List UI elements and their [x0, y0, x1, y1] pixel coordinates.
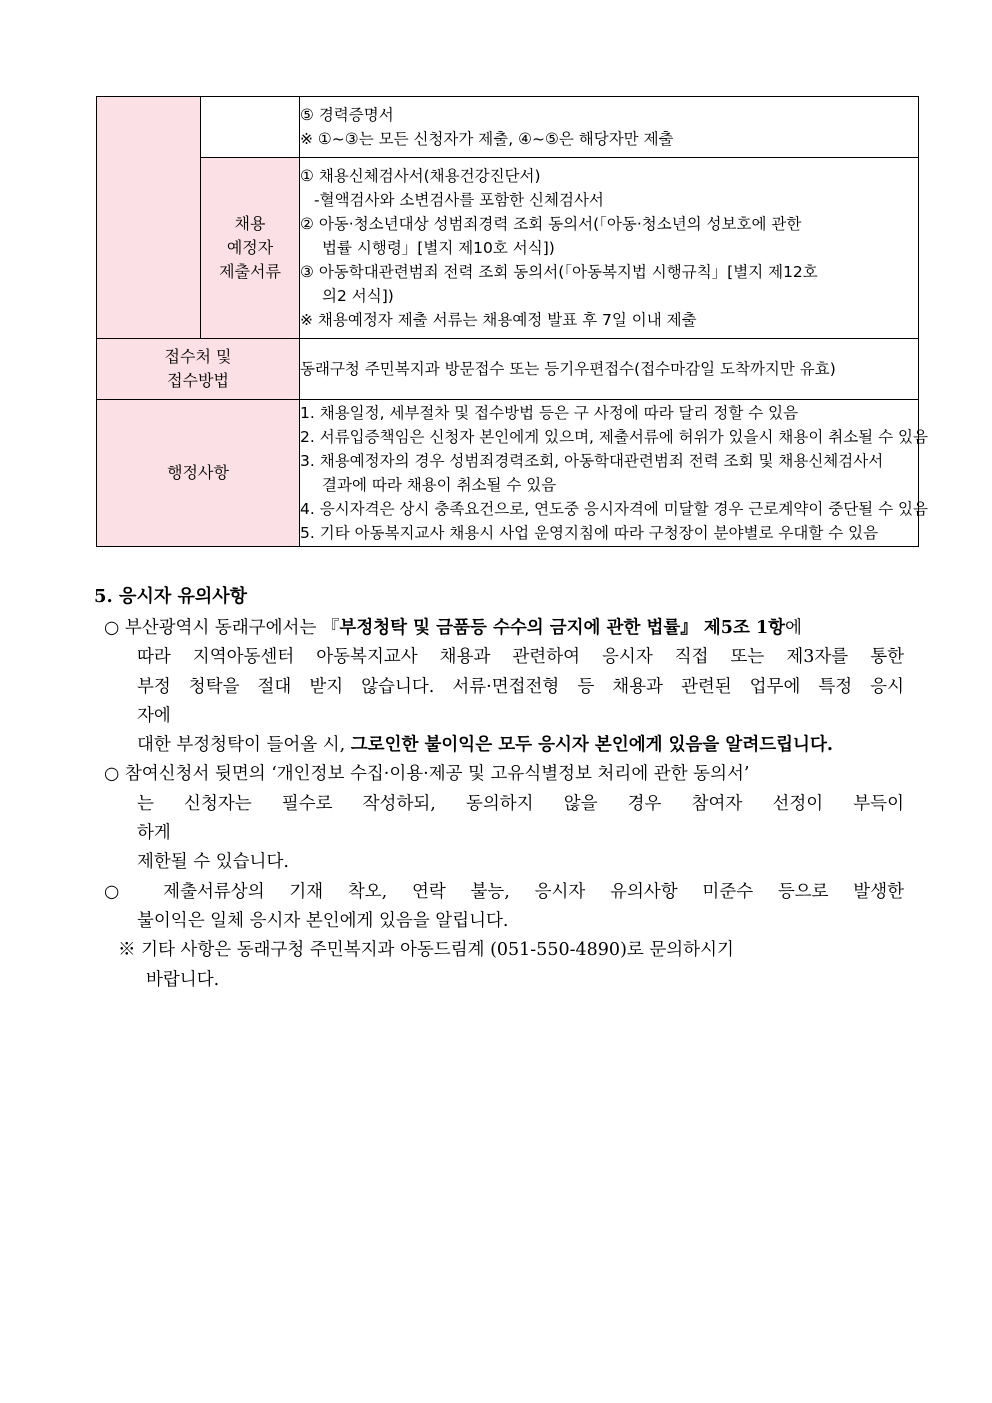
table-row: [97, 339, 919, 400]
content-line: ※ ①~③는 모든 신청자가 제출, ④~⑤은 해당자만 제출: [300, 130, 674, 148]
notice-line: ※ 기타 사항은 동래구청 주민복지과 아동드림계 (051-550-4890)로 문의하시기: [118, 940, 734, 961]
content-line: ① 채용신체검사서(채용건강진단서): [300, 167, 541, 185]
notice-line: 바랍니다.: [146, 969, 220, 990]
text-run: 에: [785, 618, 802, 638]
label-line: 채용: [234, 214, 266, 233]
label-line: 예정자: [226, 238, 274, 257]
content-line: 결과에 따라 채용이 취소될 수 있음: [322, 476, 557, 494]
content-line: ※ 채용예정자 제출 서류는 채용예정 발표 후 7일 이내 제출: [300, 311, 697, 329]
sub-label-cell-empty: [201, 97, 300, 158]
text-run: 대한 부정청탁이 들어올 시,: [137, 735, 351, 756]
content-line: 의2 서식]): [322, 287, 394, 305]
content-line: 4. 응시자격은 상시 충족요건으로, 연도중 응시자격에 미달할 경우 근로계약이 중단될 수 있음: [300, 500, 928, 518]
notice-line: [104, 614, 904, 643]
notice-line: 제한될 수 있습니다.: [137, 852, 289, 873]
table-row: [97, 158, 919, 339]
notice-line: ○ 제출서류상의 기재 착오, 연락 불능, 응시자 유의사항 미준수 등으로 발생한: [104, 881, 904, 902]
table-row: [97, 97, 919, 158]
label-line: 접수방법: [167, 371, 229, 390]
content-line: ③ 아동학대관련범죄 전력 조회 동의서(「아동복지법 시행규칙」[별지 제12호: [300, 263, 818, 281]
law-article: 』 제5조 1항: [680, 618, 786, 638]
content-line: 3. 채용예정자의 경우 성범죄경력조회, 아동학대관련범죄 전력 조회 및 채용신체검사서: [300, 452, 884, 470]
content-line: 5. 기타 아동복지교사 채용시 사업 운영지침에 따라 구청장이 분야별로 우대할 수 있음: [300, 524, 879, 542]
label-line: 제출서류: [219, 262, 281, 281]
content-line: -혈액검사와 소변검사를 포함한 신체검사서: [314, 191, 604, 209]
notice-line: 는 신청자는 필수로 작성하되, 동의하지 않을 경우 참여자 선정이 부득이: [137, 793, 904, 814]
law-title: 부정청탁 및 금품등 수수의 금지에 관한 법률: [339, 618, 681, 638]
section-heading: 5. 응시자 유의사항: [94, 586, 248, 607]
notice-line: ○ 참여신청서 뒷면의 ‘개인정보 수집·이용·제공 및 고유식별정보 처리에 관한 동의서’: [104, 764, 750, 785]
emphasis-text: 그로인한 불이익은 모두 응시자 본인에게 있음을 알려드립니다.: [350, 735, 833, 756]
content-line: ② 아동·청소년대상 성범죄경력 조회 동의서(「아동·청소년의 성보호에 관한: [300, 215, 802, 233]
notice-line: 불이익은 일체 응시자 본인에게 있음을 알립니다.: [137, 910, 509, 931]
content-line: 동래구청 주민복지과 방문접수 또는 등기우편접수(접수마감일 도착까지만 유효): [300, 360, 836, 378]
row2-content-cell: [300, 158, 919, 339]
reception-label-cell: [97, 339, 300, 400]
content-line: 2. 서류입증책임은 신청자 본인에게 있으며, 제출서류에 허위가 있을시 채용이 취소될 수 있음: [300, 428, 928, 446]
notice-line: 자에: [137, 705, 171, 726]
text-run: ○ 부산광역시 동래구에서는 『: [104, 618, 340, 638]
notice-line: 따라 지역아동센터 아동복지교사 채용과 관련하여 응시자 직접 또는 제3자를 통한: [137, 647, 904, 668]
label-line: 접수처 및: [164, 347, 232, 366]
row1-content-cell: [300, 97, 919, 158]
notice-line: 부정 청탁을 절대 받지 않습니다. 서류·면접전형 등 채용과 관련된 업무에 특정 응시: [137, 676, 904, 697]
admin-label-cell: [97, 400, 300, 547]
table-row: [97, 400, 919, 547]
notice-line: 하게: [137, 823, 171, 844]
reception-content-cell: [300, 339, 919, 400]
content-line: ⑤ 경력증명서: [300, 106, 394, 124]
notice-line: [104, 731, 904, 760]
notice-list: [104, 614, 904, 995]
category-cell: [97, 97, 201, 339]
sub-label-cell: [201, 158, 300, 339]
content-line: 법률 시행령」[별지 제10호 서식]): [322, 239, 555, 257]
admin-content-cell: [300, 400, 928, 547]
label-line: 행정사항: [167, 463, 229, 482]
recruitment-info-table: [96, 96, 928, 547]
content-line: 1. 채용일정, 세부절차 및 접수방법 등은 구 사정에 따라 달리 정할 수 있음: [300, 404, 799, 422]
